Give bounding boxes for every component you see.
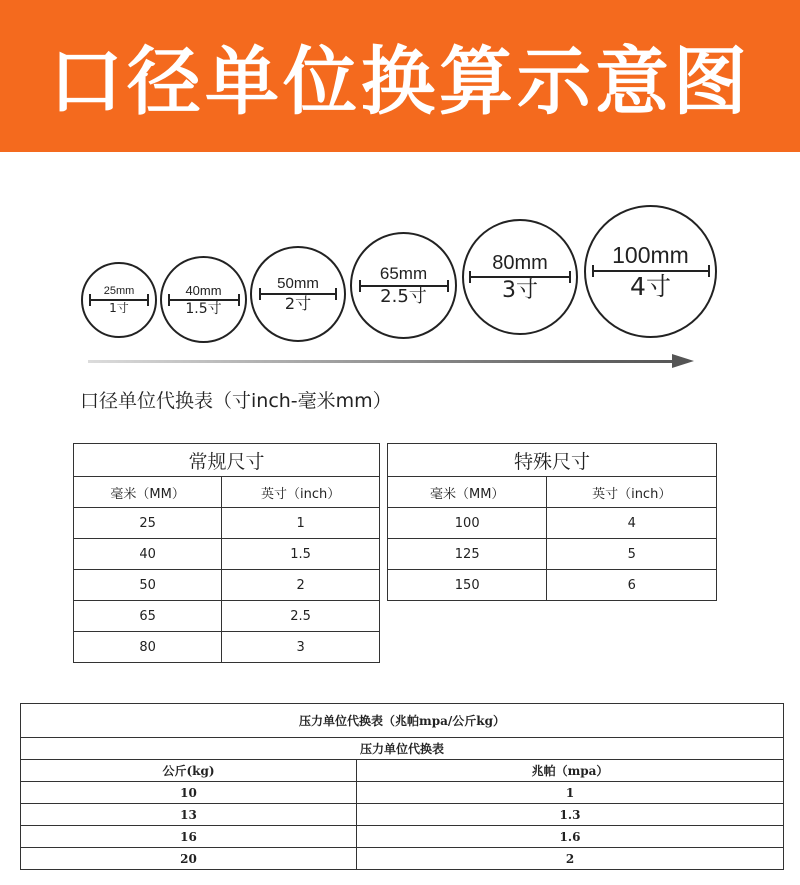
circle-100mm: [584, 205, 717, 338]
circle-80mm: [462, 219, 578, 335]
dimension-bar: [90, 299, 148, 301]
dimension-bar: [260, 293, 336, 295]
mpa-cell: 1: [357, 782, 784, 804]
circle-mm-label: 65mm: [379, 264, 428, 283]
kg-cell: 20: [21, 848, 357, 870]
table-row: [74, 508, 380, 539]
mm-cell: 80: [74, 632, 222, 663]
kg-cell: 10: [21, 782, 357, 804]
circle-mm-label: 50mm: [277, 275, 319, 292]
inch-cell: 2.5: [222, 601, 380, 632]
title-banner: [0, 0, 800, 152]
dimension-bar: [593, 270, 709, 272]
circle-cun-label: 1.5寸: [185, 300, 222, 317]
mm-cell: 25: [74, 508, 222, 539]
column-header: 英寸（inch）: [547, 477, 717, 508]
table-row: [74, 570, 380, 601]
column-header: 兆帕（mpa）: [357, 760, 784, 782]
circle-40mm: [160, 256, 247, 343]
circle-mm-label: 100mm: [612, 242, 689, 268]
mm-cell: 65: [74, 601, 222, 632]
dimension-bar: [470, 276, 570, 278]
table-row: [21, 848, 784, 870]
mpa-cell: 2: [357, 848, 784, 870]
regular-size-table: [73, 443, 380, 663]
section-title: 口径单位代换表（寸inch-毫米mm）: [80, 390, 392, 412]
mm-cell: 150: [388, 570, 547, 601]
table-row: [388, 539, 717, 570]
table-title: 压力单位代换表: [21, 738, 784, 760]
inch-cell: 6: [547, 570, 717, 601]
circle-cun-label: 3寸: [502, 277, 538, 303]
table-row: [74, 632, 380, 663]
circle-mm-label: 25mm: [103, 285, 135, 297]
inch-cell: 1.5: [222, 539, 380, 570]
pressure-conversion-table: [20, 703, 784, 870]
inch-cell: 1: [222, 508, 380, 539]
circle-mm-label: 40mm: [185, 282, 222, 298]
circle-65mm: [350, 232, 457, 339]
column-header: 毫米（MM）: [74, 477, 222, 508]
circle-cun-label: 2寸: [284, 294, 312, 313]
kg-cell: 13: [21, 804, 357, 826]
inch-cell: 3: [222, 632, 380, 663]
size-increase-arrow: [88, 360, 688, 363]
mpa-cell: 1.6: [357, 826, 784, 848]
table-title: 特殊尺寸: [388, 444, 717, 477]
mm-cell: 50: [74, 570, 222, 601]
table-row: [74, 601, 380, 632]
special-size-table: [387, 443, 717, 601]
column-header: 公斤(kg): [21, 760, 357, 782]
mm-cell: 40: [74, 539, 222, 570]
table-row: [74, 539, 380, 570]
column-header: 英寸（inch）: [222, 477, 380, 508]
circle-cun-label: 4寸: [630, 272, 671, 301]
table-title: 常规尺寸: [74, 444, 380, 477]
table-row: [21, 826, 784, 848]
dimension-bar: [169, 299, 239, 301]
inch-cell: 2: [222, 570, 380, 601]
dimension-bar: [360, 285, 448, 287]
circle-25mm: [81, 262, 157, 338]
inch-cell: 4: [547, 508, 717, 539]
mpa-cell: 1.3: [357, 804, 784, 826]
table-row: [388, 570, 717, 601]
circle-50mm: [250, 246, 346, 342]
table-caption: 压力单位代换表（兆帕mpa/公斤kg）: [21, 704, 784, 738]
kg-cell: 16: [21, 826, 357, 848]
inch-cell: 5: [547, 539, 717, 570]
page-title: 口径单位换算示意图: [49, 39, 751, 125]
circle-mm-label: 80mm: [492, 251, 548, 274]
column-header: 毫米（MM）: [388, 477, 547, 508]
arrow-head-icon: [672, 354, 694, 368]
table-row: [21, 804, 784, 826]
mm-cell: 100: [388, 508, 547, 539]
table-row: [21, 782, 784, 804]
mm-cell: 125: [388, 539, 547, 570]
circle-cun-label: 1寸: [109, 301, 129, 315]
circle-cun-label: 2.5寸: [380, 286, 427, 307]
table-row: [388, 508, 717, 539]
